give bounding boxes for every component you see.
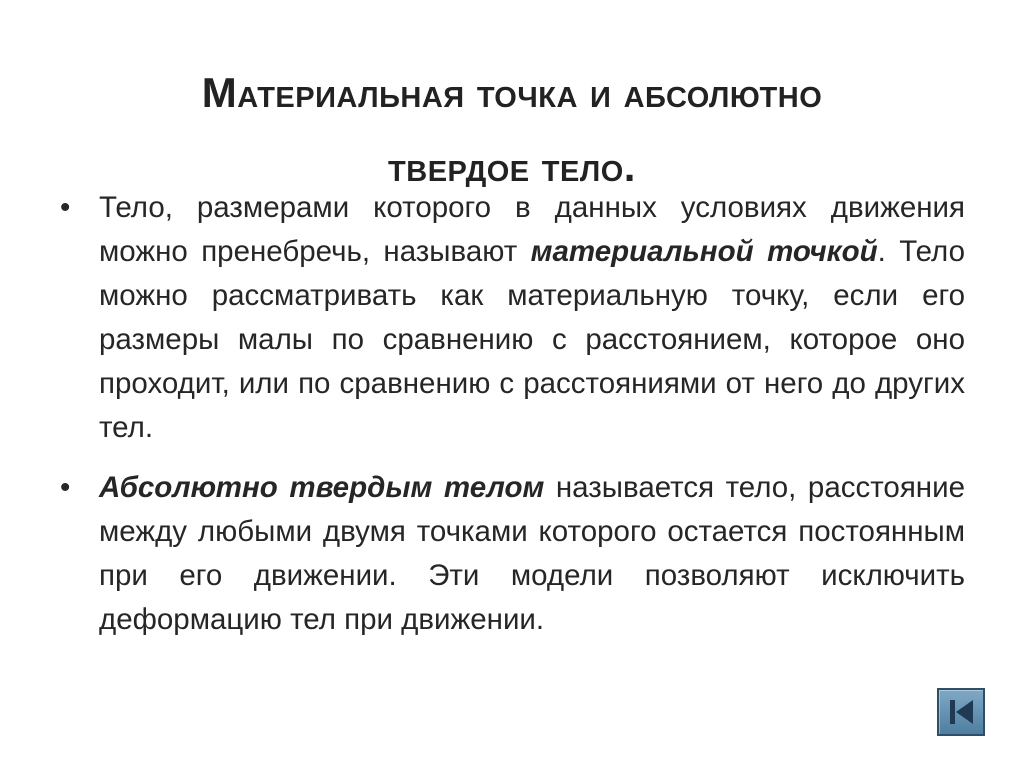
skip-to-first-icon [939, 690, 983, 734]
term-material-point: материальной точкой [530, 235, 878, 268]
slide-title-line-2: твердое тело. [388, 143, 636, 191]
first-slide-button[interactable] [937, 688, 985, 736]
bullet-text-after: называется тело, расстояние между любыми двумя точками которого остается постоянным при его движении. Эти модели позволяют исключить деформацию тел при движении. [99, 471, 965, 636]
slide-title-line-1: Материальная точка и абсолютно [201, 69, 823, 117]
term-rigid-body: Абсолютно твердым телом [99, 471, 545, 504]
slide-title [60, 56, 964, 204]
bullet-list [60, 186, 965, 642]
bullet-icon: • [60, 191, 71, 224]
bullet-text-before: Тело, размерами которого в данных условиях движения можно пренебречь, называют [99, 191, 965, 268]
bullet-icon: • [60, 471, 71, 504]
bullet-item-material-point [60, 186, 965, 450]
bullet-text-after: . Тело можно рассматривать как материальную точку, если его размеры малы по сравнению с расстоянием, которое оно проходит, или по сравнению с расстояниями от него до других тел. [99, 235, 965, 444]
bullet-item-rigid-body [60, 466, 965, 642]
